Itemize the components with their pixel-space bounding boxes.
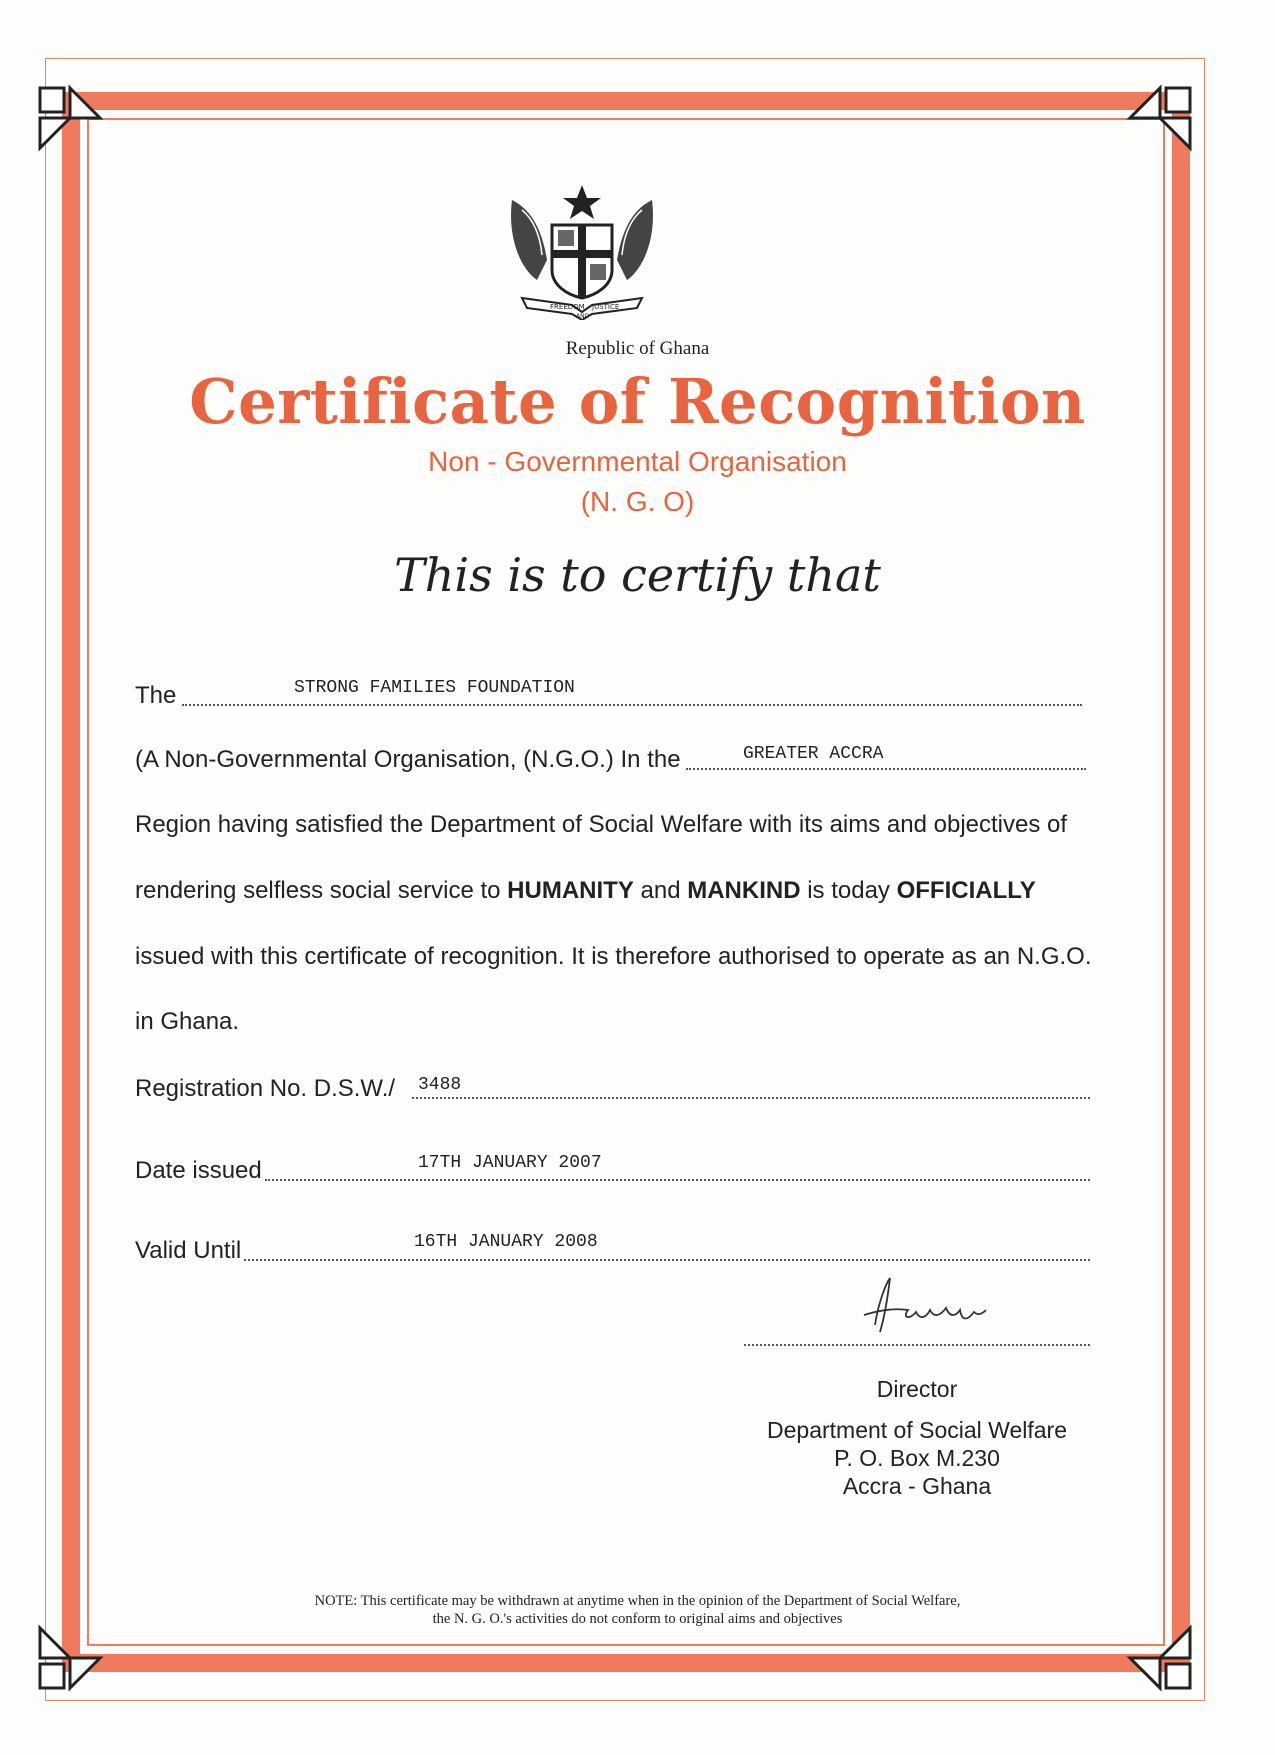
valid-until-value: 16TH JANUARY 2008 [414,1232,598,1252]
ngo-intro-text: (A Non-Governmental Organisation, (N.G.O.) In the [135,746,681,773]
paragraph-line-2 [135,877,1090,905]
ngo-abbreviation: (N. G. O) [580,486,695,517]
corner-ornament-top-left [30,78,110,158]
paragraph-line-2-part-a: rendering selfless social service to [135,877,508,904]
organisation-dotted-line [182,704,1082,706]
valid-until-dotted-line [244,1259,1090,1261]
certificate-subtitle: Non - Governmental Organisation [428,446,847,477]
corner-ornament-bottom-right [1120,1618,1200,1698]
department-name: Department of Social Welfare [767,1417,1067,1443]
the-label: The [135,682,177,709]
mankind-bold: MANKIND [687,877,801,904]
corner-ornament-top-right [1120,78,1200,158]
date-issued-value: 17TH JANUARY 2007 [418,1153,602,1173]
region-value: GREATER ACCRA [743,744,884,764]
humanity-bold: HUMANITY [507,877,634,904]
po-box: P. O. Box M.230 [834,1445,1000,1471]
location: Accra - Ghana [842,1473,992,1499]
director-title: Director [876,1376,958,1402]
withdrawal-note [0,1592,1275,1628]
paragraph-line-4: in Ghana. [135,1008,240,1035]
region-dotted-line [686,768,1086,770]
paragraph-line-1: Region having satisfied the Department of Social Welfare with its aims and objectives of [135,811,1068,838]
emblem-motto-and: AND [576,313,590,320]
registration-dotted-line [412,1097,1090,1099]
emblem-motto-freedom: FREEDOM [550,303,585,311]
certificate-title: Certificate of Recognition [189,365,1086,438]
paragraph-line-2-part-c: and [633,877,688,904]
officially-bold: OFFICIALLY [896,877,1036,904]
note-line-2: the N. G. O.'s activities do not conform to original aims and objectives [432,1611,843,1627]
certify-heading: This is to certify that [394,548,881,602]
registration-number-value: 3488 [418,1075,462,1095]
paragraph-line-3: issued with this certificate of recognition. It is therefore authorised to operate as an N.G.O. [135,943,1092,970]
country-name: Republic of Ghana [565,338,710,359]
note-line-1: NOTE: This certificate may be withdrawn at anytime when in the opinion of the Department of Social Welfare, [314,1593,961,1609]
emblem-motto-justice: JUSTICE [592,303,620,311]
date-issued-dotted-line [265,1179,1090,1181]
signature-dotted-line [744,1344,1090,1346]
paragraph-line-2-part-e: is today [800,877,897,904]
registration-label: Registration No. D.S.W./ [135,1075,396,1102]
director-signature [850,1270,1000,1345]
valid-until-label: Valid Until [135,1237,242,1264]
ghana-coat-of-arms-emblem [492,180,672,320]
date-issued-label: Date issued [135,1157,262,1184]
corner-ornament-bottom-left [30,1618,110,1698]
organisation-name-value: STRONG FAMILIES FOUNDATION [294,678,575,698]
